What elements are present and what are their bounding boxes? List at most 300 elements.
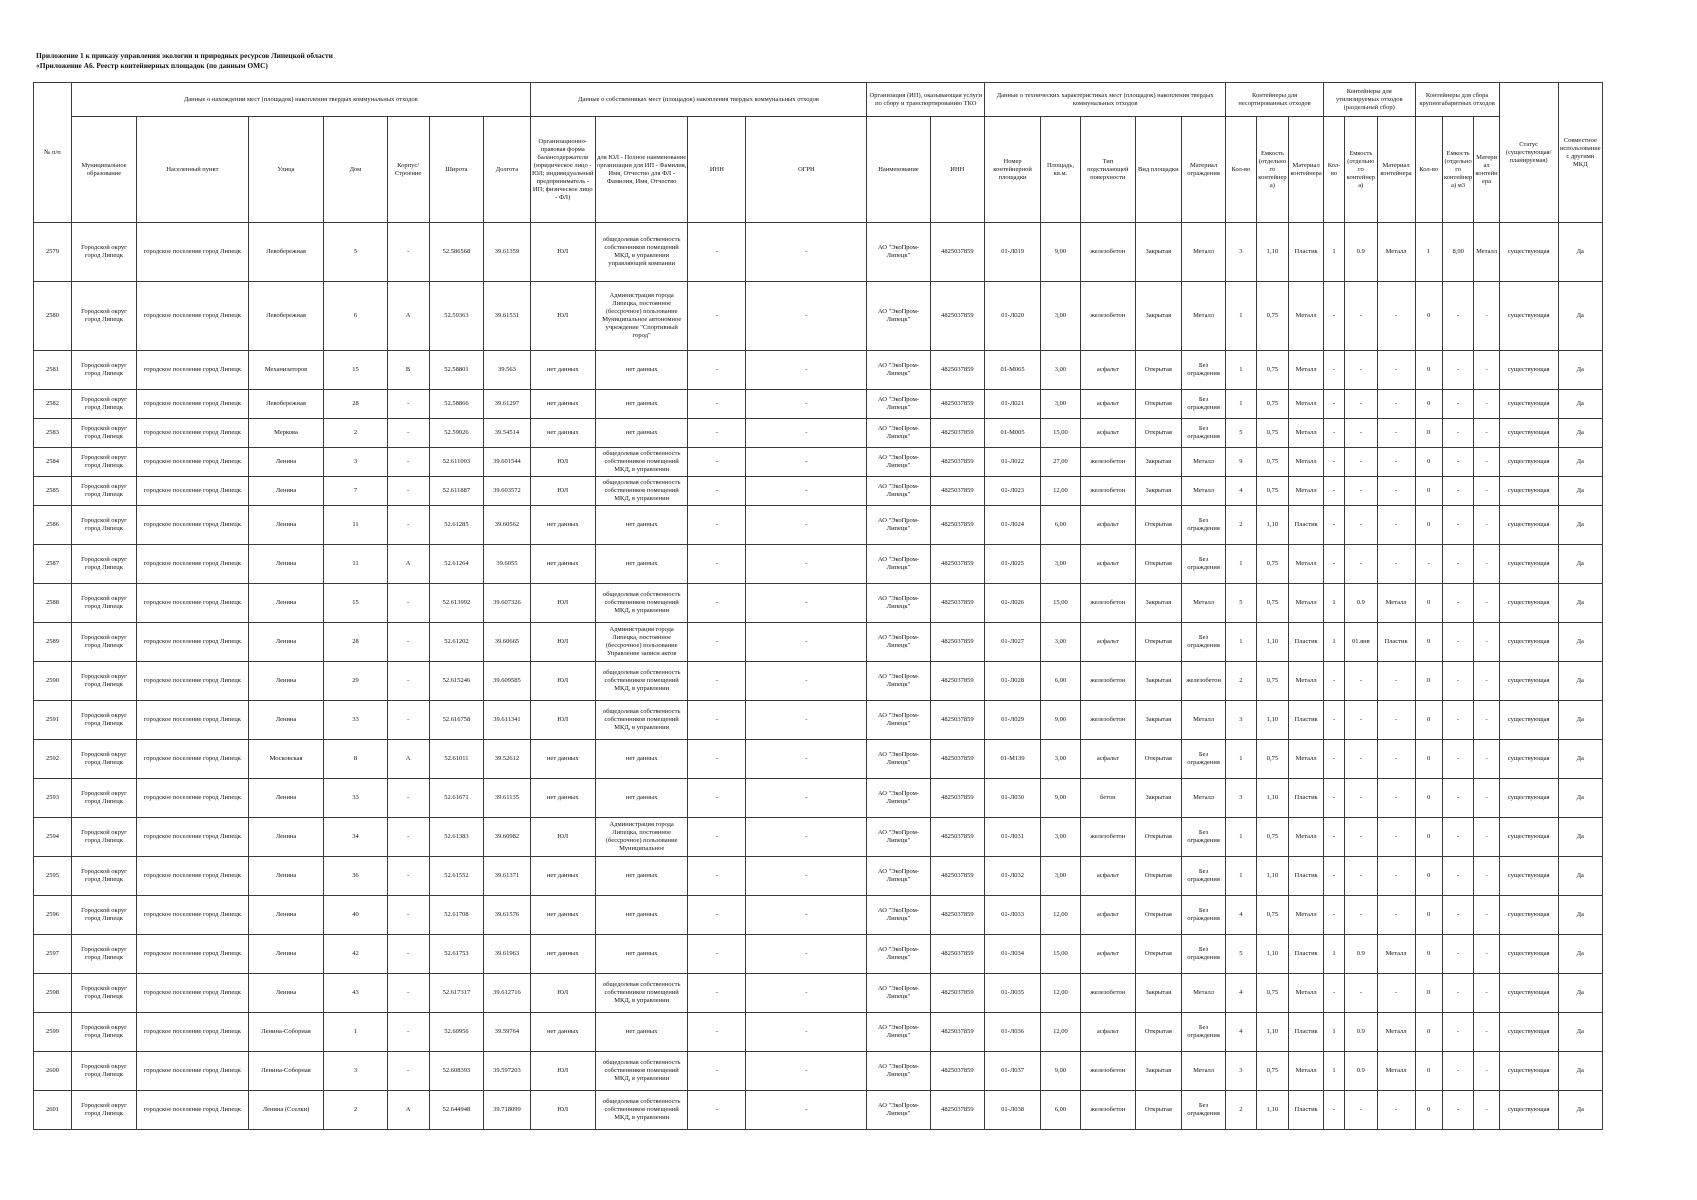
- cell-row-number: 2600: [34, 1052, 72, 1091]
- cell-status: существующая: [1499, 701, 1558, 740]
- cell-unsorted-qty: 1: [1226, 623, 1257, 662]
- cell-ogrn: -: [746, 223, 867, 282]
- cell-recyclable-material: -: [1377, 740, 1415, 779]
- cell-operator-inn: 4825037859: [930, 282, 985, 351]
- cell-house: 43: [324, 974, 387, 1013]
- cell-longitude: 39.61531: [484, 282, 530, 351]
- cell-ogrn: -: [746, 545, 867, 584]
- cell-municipality: Городской округ город Липецк: [71, 974, 136, 1013]
- cell-area: 6,00: [1040, 506, 1080, 545]
- cell-operator-name: АО "ЭкоПром-Липецк": [867, 419, 930, 448]
- cell-site-type: Закрытая: [1135, 1052, 1181, 1091]
- cell-operator-name: АО "ЭкоПром-Липецк": [867, 935, 930, 974]
- table-row: [34, 390, 1603, 419]
- cell-street: Ленина: [248, 448, 324, 477]
- cell-bulky-material: -: [1474, 1013, 1499, 1052]
- cell-longitude: 39.601544: [484, 448, 530, 477]
- cell-street: Московская: [248, 740, 324, 779]
- cell-ogrn: -: [746, 282, 867, 351]
- cell-latitude: 52.61671: [429, 779, 484, 818]
- cell-operator-inn: 4825037859: [930, 818, 985, 857]
- cell-recyclable-capacity: -: [1345, 818, 1378, 857]
- cell-site-number: 01-Л027: [985, 623, 1041, 662]
- cell-unsorted-material: Пластик: [1289, 506, 1324, 545]
- cell-house: 42: [324, 935, 387, 974]
- registry-rows: [34, 223, 1603, 1130]
- cell-site-number: 01-Л022: [985, 448, 1041, 477]
- cell-street: Ленина: [248, 974, 324, 1013]
- cell-surface: железобетон: [1080, 974, 1135, 1013]
- cell-unsorted-qty: 2: [1226, 662, 1257, 701]
- cell-recyclable-qty: -: [1323, 477, 1344, 506]
- cell-ogrn: -: [746, 419, 867, 448]
- cell-recyclable-capacity: -: [1345, 740, 1378, 779]
- cell-operator-name: АО "ЭкоПром-Липецк": [867, 1013, 930, 1052]
- cell-org-form: нет данных: [530, 419, 595, 448]
- cell-building: -: [387, 623, 429, 662]
- cell-recyclable-qty: -: [1323, 545, 1344, 584]
- cell-bulky-material: Металл: [1474, 223, 1499, 282]
- cell-house: 28: [324, 623, 387, 662]
- cell-bulky-qty: 0: [1415, 701, 1442, 740]
- cell-bulky-material: -: [1474, 477, 1499, 506]
- cell-shared-use: Да: [1558, 390, 1602, 419]
- cell-site-number: 01-Л026: [985, 584, 1041, 623]
- cell-operator-name: АО "ЭкоПром-Липецк": [867, 740, 930, 779]
- cell-bulky-capacity: -: [1442, 1091, 1474, 1130]
- cell-operator-inn: 4825037859: [930, 545, 985, 584]
- header-group-bulky: Контейнеры для сбора крупногабаритных отходов: [1415, 83, 1499, 117]
- cell-owner-name: [595, 1091, 688, 1130]
- cell-org-form: ЮЛ: [530, 282, 595, 351]
- cell-inn: -: [688, 282, 746, 351]
- cell-area: 12,00: [1040, 477, 1080, 506]
- cell-ogrn: -: [746, 974, 867, 1013]
- cell-unsorted-capacity: 0,75: [1256, 390, 1289, 419]
- cell-org-form: нет данных: [530, 740, 595, 779]
- cell-house: 15: [324, 351, 387, 390]
- cell-status: существующая: [1499, 740, 1558, 779]
- cell-shared-use: Да: [1558, 818, 1602, 857]
- cell-recyclable-qty: -: [1323, 351, 1344, 390]
- cell-settlement: городское поселение город Липецк: [137, 623, 249, 662]
- cell-unsorted-material: Пластик: [1289, 935, 1324, 974]
- cell-bulky-capacity: 8,00: [1442, 223, 1474, 282]
- cell-fence: Без ограждения: [1181, 896, 1225, 935]
- cell-site-number: 01-Л025: [985, 545, 1041, 584]
- cell-recyclable-material: -: [1377, 818, 1415, 857]
- cell-owner-text: общедолевая собственность собственников помещений МКД, в управлении: [602, 669, 681, 692]
- cell-area: 15,00: [1040, 419, 1080, 448]
- cell-bulky-material: -: [1474, 282, 1499, 351]
- cell-municipality: Городской округ город Липецк: [71, 282, 136, 351]
- cell-fence: Без ограждения: [1181, 419, 1225, 448]
- cell-status: существующая: [1499, 448, 1558, 477]
- cell-site-number: 01-Л030: [985, 779, 1041, 818]
- table-row: [34, 623, 1603, 662]
- cell-owner-name: [595, 419, 688, 448]
- cell-unsorted-qty: 1: [1226, 740, 1257, 779]
- cell-row-number: 2592: [34, 740, 72, 779]
- cell-operator-inn: 4825037859: [930, 1013, 985, 1052]
- cell-bulky-material: -: [1474, 896, 1499, 935]
- cell-inn: -: [688, 896, 746, 935]
- col-recyclable-qty: Кол-во: [1323, 117, 1344, 223]
- col-recyclable-material: Материал контейнера: [1377, 117, 1415, 223]
- cell-org-form: ЮЛ: [530, 1052, 595, 1091]
- cell-org-form: нет данных: [530, 857, 595, 896]
- cell-settlement: городское поселение город Липецк: [137, 419, 249, 448]
- cell-site-type: Открытая: [1135, 623, 1181, 662]
- cell-ogrn: -: [746, 351, 867, 390]
- cell-unsorted-qty: 1: [1226, 390, 1257, 419]
- cell-settlement: городское поселение город Липецк: [137, 1091, 249, 1130]
- col-municipality: Муниципальное образование: [71, 117, 136, 223]
- cell-operator-inn: 4825037859: [930, 623, 985, 662]
- cell-org-form: нет данных: [530, 351, 595, 390]
- cell-building: -: [387, 1052, 429, 1091]
- cell-owner-name: [595, 857, 688, 896]
- cell-unsorted-capacity: 0,75: [1256, 545, 1289, 584]
- cell-house: 1: [324, 1013, 387, 1052]
- cell-site-number: 01-Л034: [985, 935, 1041, 974]
- cell-recyclable-material: -: [1377, 779, 1415, 818]
- cell-surface: асфальт: [1080, 390, 1135, 419]
- cell-recyclable-qty: -: [1323, 448, 1344, 477]
- cell-recyclable-material: -: [1377, 857, 1415, 896]
- cell-area: 3,00: [1040, 282, 1080, 351]
- cell-surface: железобетон: [1080, 282, 1135, 351]
- document-title-line-2: «Приложение А6. Реестр контейнерных площадок (по данным ОМС): [36, 61, 268, 70]
- col-building: Корпус/Строение: [387, 117, 429, 223]
- table-row: [34, 1013, 1603, 1052]
- cell-operator-inn: 4825037859: [930, 448, 985, 477]
- cell-site-type: Открытая: [1135, 506, 1181, 545]
- cell-latitude: 52.60956: [429, 1013, 484, 1052]
- cell-bulky-capacity: -: [1442, 779, 1474, 818]
- cell-longitude: 39.6055: [484, 545, 530, 584]
- cell-recyclable-qty: 1: [1323, 1013, 1344, 1052]
- cell-owner-text: нет данных: [625, 872, 658, 879]
- cell-operator-name: АО "ЭкоПром-Липецк": [867, 779, 930, 818]
- cell-shared-use: Да: [1558, 584, 1602, 623]
- cell-fence: железобетон: [1181, 662, 1225, 701]
- cell-bulky-material: -: [1474, 701, 1499, 740]
- cell-surface: бетон: [1080, 779, 1135, 818]
- cell-fence: Без ограждения: [1181, 545, 1225, 584]
- cell-settlement: городское поселение город Липецк: [137, 584, 249, 623]
- col-operator-name: Наименование: [867, 117, 930, 223]
- cell-longitude: 39.61135: [484, 779, 530, 818]
- cell-recyclable-capacity: 0.9: [1345, 935, 1378, 974]
- cell-building: -: [387, 662, 429, 701]
- cell-recyclable-capacity: -: [1345, 974, 1378, 1013]
- cell-org-form: нет данных: [530, 506, 595, 545]
- cell-status: существующая: [1499, 477, 1558, 506]
- cell-site-type: Открытая: [1135, 390, 1181, 419]
- cell-operator-inn: 4825037859: [930, 1091, 985, 1130]
- cell-bulky-capacity: -: [1442, 545, 1474, 584]
- cell-longitude: 39.563: [484, 351, 530, 390]
- cell-building: В: [387, 351, 429, 390]
- cell-unsorted-capacity: 1,10: [1256, 506, 1289, 545]
- cell-unsorted-capacity: 1,10: [1256, 701, 1289, 740]
- cell-settlement: городское поселение город Липецк: [137, 779, 249, 818]
- cell-house: 33: [324, 779, 387, 818]
- cell-shared-use: Да: [1558, 282, 1602, 351]
- col-owner-name: для ЮЛ - Полное наименование организации для ИП - Фамилия, Имя, Отчество для ФЛ - Фамилия, Имя, Отчество: [595, 117, 688, 223]
- col-operator-inn: ИНН: [930, 117, 985, 223]
- cell-fence: Металл: [1181, 974, 1225, 1013]
- cell-building: -: [387, 896, 429, 935]
- cell-longitude: 39.60982: [484, 818, 530, 857]
- cell-longitude: 39.61297: [484, 390, 530, 419]
- cell-recyclable-qty: -: [1323, 896, 1344, 935]
- cell-row-number: 2586: [34, 506, 72, 545]
- cell-operator-name: АО "ЭкоПром-Липецк": [867, 584, 930, 623]
- cell-inn: -: [688, 935, 746, 974]
- cell-longitude: 39.52612: [484, 740, 530, 779]
- cell-unsorted-material: Пластик: [1289, 623, 1324, 662]
- cell-area: 3,00: [1040, 818, 1080, 857]
- cell-row-number: 2580: [34, 282, 72, 351]
- cell-surface: железобетон: [1080, 1052, 1135, 1091]
- cell-bulky-qty: 0: [1415, 584, 1442, 623]
- cell-bulky-material: -: [1474, 351, 1499, 390]
- cell-unsorted-qty: 4: [1226, 974, 1257, 1013]
- cell-inn: -: [688, 701, 746, 740]
- cell-unsorted-qty: 2: [1226, 1091, 1257, 1130]
- cell-row-number: 2587: [34, 545, 72, 584]
- cell-bulky-material: -: [1474, 779, 1499, 818]
- cell-status: существующая: [1499, 935, 1558, 974]
- cell-operator-inn: 4825037859: [930, 477, 985, 506]
- cell-longitude: 39.54514: [484, 419, 530, 448]
- cell-fence: Металл: [1181, 584, 1225, 623]
- cell-status: существующая: [1499, 818, 1558, 857]
- cell-municipality: Городской округ город Липецк: [71, 779, 136, 818]
- table-row: [34, 1052, 1603, 1091]
- cell-shared-use: Да: [1558, 935, 1602, 974]
- cell-unsorted-qty: 1: [1226, 818, 1257, 857]
- cell-status: существующая: [1499, 857, 1558, 896]
- cell-row-number: 2596: [34, 896, 72, 935]
- cell-unsorted-material: Металл: [1289, 282, 1324, 351]
- cell-recyclable-qty: -: [1323, 506, 1344, 545]
- cell-bulky-qty: 0: [1415, 974, 1442, 1013]
- cell-owner-text: общедолевая собственность собственников помещений МКД, в управлении: [602, 981, 681, 1004]
- cell-settlement: городское поселение город Липецк: [137, 223, 249, 282]
- cell-settlement: городское поселение город Липецк: [137, 1013, 249, 1052]
- cell-settlement: городское поселение город Липецк: [137, 974, 249, 1013]
- cell-site-type: Открытая: [1135, 740, 1181, 779]
- cell-recyclable-capacity: 01.янв: [1345, 623, 1378, 662]
- cell-unsorted-capacity: 1,10: [1256, 223, 1289, 282]
- header-column-row: [34, 117, 1603, 223]
- cell-status: существующая: [1499, 545, 1558, 584]
- cell-unsorted-capacity: 1,10: [1256, 857, 1289, 896]
- cell-settlement: городское поселение город Липецк: [137, 740, 249, 779]
- cell-unsorted-capacity: 1,10: [1256, 1013, 1289, 1052]
- cell-unsorted-capacity: 0,75: [1256, 740, 1289, 779]
- cell-surface: асфальт: [1080, 623, 1135, 662]
- cell-operator-name: АО "ЭкоПром-Липецк": [867, 477, 930, 506]
- cell-bulky-capacity: -: [1442, 282, 1474, 351]
- cell-status: существующая: [1499, 419, 1558, 448]
- cell-latitude: 52.61753: [429, 935, 484, 974]
- cell-operator-inn: 4825037859: [930, 584, 985, 623]
- cell-bulky-qty: 0: [1415, 740, 1442, 779]
- cell-site-number: 01-М065: [985, 351, 1041, 390]
- cell-area: 12,00: [1040, 896, 1080, 935]
- cell-status: существующая: [1499, 1052, 1558, 1091]
- cell-operator-inn: 4825037859: [930, 223, 985, 282]
- cell-operator-inn: 4825037859: [930, 935, 985, 974]
- cell-area: 9,00: [1040, 779, 1080, 818]
- cell-bulky-material: -: [1474, 506, 1499, 545]
- cell-ogrn: -: [746, 477, 867, 506]
- cell-recyclable-capacity: 0.9: [1345, 1052, 1378, 1091]
- cell-street: Ленина: [248, 506, 324, 545]
- cell-recyclable-material: Металл: [1377, 584, 1415, 623]
- cell-unsorted-material: Металл: [1289, 419, 1324, 448]
- cell-building: А: [387, 1091, 429, 1130]
- table-row: [34, 1091, 1603, 1130]
- cell-owner-name: [595, 662, 688, 701]
- cell-owner-text: общедолевая собственность собственников помещений МКД, в управлении управляющей компании: [602, 236, 681, 267]
- cell-unsorted-capacity: 0,75: [1256, 1052, 1289, 1091]
- table-row: [34, 419, 1603, 448]
- cell-unsorted-capacity: 0,75: [1256, 419, 1289, 448]
- cell-unsorted-material: Пластик: [1289, 779, 1324, 818]
- cell-site-number: 01-Л036: [985, 1013, 1041, 1052]
- cell-owner-text: нет данных: [625, 366, 658, 373]
- cell-unsorted-capacity: 1,10: [1256, 779, 1289, 818]
- cell-site-type: Открытая: [1135, 419, 1181, 448]
- cell-bulky-material: -: [1474, 818, 1499, 857]
- cell-recyclable-capacity: -: [1345, 351, 1378, 390]
- cell-recyclable-capacity: 0.9: [1345, 1013, 1378, 1052]
- cell-unsorted-capacity: 0,75: [1256, 282, 1289, 351]
- cell-surface: железобетон: [1080, 223, 1135, 282]
- cell-status: существующая: [1499, 282, 1558, 351]
- cell-inn: -: [688, 1091, 746, 1130]
- cell-bulky-capacity: -: [1442, 1013, 1474, 1052]
- cell-settlement: городское поселение город Липецк: [137, 282, 249, 351]
- cell-operator-inn: 4825037859: [930, 974, 985, 1013]
- table-row: [34, 818, 1603, 857]
- cell-inn: -: [688, 623, 746, 662]
- cell-house: 28: [324, 390, 387, 419]
- cell-recyclable-qty: -: [1323, 701, 1344, 740]
- table-row: [34, 282, 1603, 351]
- cell-street: Меркова: [248, 419, 324, 448]
- cell-municipality: Городской округ город Липецк: [71, 223, 136, 282]
- cell-recyclable-material: Металл: [1377, 223, 1415, 282]
- cell-unsorted-capacity: 0,75: [1256, 818, 1289, 857]
- cell-unsorted-capacity: 0,75: [1256, 662, 1289, 701]
- cell-unsorted-qty: 3: [1226, 701, 1257, 740]
- cell-org-form: нет данных: [530, 1013, 595, 1052]
- cell-bulky-capacity: -: [1442, 935, 1474, 974]
- cell-unsorted-qty: 1: [1226, 545, 1257, 584]
- cell-bulky-qty: 0: [1415, 1052, 1442, 1091]
- cell-operator-inn: 4825037859: [930, 419, 985, 448]
- cell-building: -: [387, 584, 429, 623]
- cell-longitude: 39.60562: [484, 506, 530, 545]
- cell-longitude: 39.603572: [484, 477, 530, 506]
- cell-operator-name: АО "ЭкоПром-Липецк": [867, 1091, 930, 1130]
- cell-recyclable-qty: -: [1323, 662, 1344, 701]
- cell-unsorted-material: Металл: [1289, 740, 1324, 779]
- cell-inn: -: [688, 1052, 746, 1091]
- cell-house: 7: [324, 477, 387, 506]
- cell-owner-name: [595, 779, 688, 818]
- cell-settlement: городское поселение город Липецк: [137, 477, 249, 506]
- cell-street: Ленина: [248, 623, 324, 662]
- cell-shared-use: Да: [1558, 448, 1602, 477]
- cell-bulky-capacity: -: [1442, 506, 1474, 545]
- cell-owner-text: нет данных: [625, 911, 658, 918]
- cell-recyclable-material: -: [1377, 545, 1415, 584]
- cell-shared-use: Да: [1558, 419, 1602, 448]
- cell-shared-use: Да: [1558, 623, 1602, 662]
- col-org-form: Организационно-правовая форма балансодержателя (юридическое лицо - ЮЛ; индивидуальный предприниматель - ИП; физическое лицо - ФЛ): [530, 117, 595, 223]
- cell-unsorted-qty: 1: [1226, 857, 1257, 896]
- cell-operator-inn: 4825037859: [930, 1052, 985, 1091]
- cell-owner-text: нет данных: [625, 1028, 658, 1035]
- cell-shared-use: Да: [1558, 477, 1602, 506]
- cell-owner-name: [595, 223, 688, 282]
- cell-unsorted-material: Металл: [1289, 662, 1324, 701]
- cell-operator-inn: 4825037859: [930, 390, 985, 419]
- cell-bulky-qty: 0: [1415, 1091, 1442, 1130]
- cell-bulky-qty: 0: [1415, 662, 1442, 701]
- cell-bulky-qty: 0: [1415, 818, 1442, 857]
- cell-fence: Без ограждения: [1181, 623, 1225, 662]
- cell-municipality: Городской округ город Липецк: [71, 448, 136, 477]
- cell-recyclable-material: -: [1377, 974, 1415, 1013]
- cell-bulky-capacity: -: [1442, 1052, 1474, 1091]
- cell-municipality: Городской округ город Липецк: [71, 477, 136, 506]
- cell-bulky-capacity: -: [1442, 857, 1474, 896]
- cell-site-type: Закрытая: [1135, 223, 1181, 282]
- cell-shared-use: Да: [1558, 857, 1602, 896]
- document-title-line-1: Приложение 1 к приказу управления экологии и природных ресурсов Липецкой области: [36, 51, 333, 60]
- cell-unsorted-qty: 1: [1226, 282, 1257, 351]
- cell-ogrn: -: [746, 740, 867, 779]
- cell-latitude: 52.644948: [429, 1091, 484, 1130]
- cell-unsorted-qty: 5: [1226, 419, 1257, 448]
- cell-inn: -: [688, 857, 746, 896]
- cell-bulky-capacity: -: [1442, 390, 1474, 419]
- cell-recyclable-material: -: [1377, 282, 1415, 351]
- cell-site-number: 01-Л037: [985, 1052, 1041, 1091]
- document-header: [36, 51, 333, 71]
- cell-recyclable-material: Пластик: [1377, 623, 1415, 662]
- cell-status: существующая: [1499, 623, 1558, 662]
- cell-site-number: 01-Л021: [985, 390, 1041, 419]
- cell-bulky-material: -: [1474, 662, 1499, 701]
- col-street: Улица: [248, 117, 324, 223]
- cell-unsorted-capacity: 0,75: [1256, 584, 1289, 623]
- col-inn: ИНН: [688, 117, 746, 223]
- cell-fence: Без ограждения: [1181, 506, 1225, 545]
- cell-surface: железобетон: [1080, 584, 1135, 623]
- cell-operator-name: АО "ЭкоПром-Липецк": [867, 351, 930, 390]
- cell-site-type: Открытая: [1135, 1013, 1181, 1052]
- cell-operator-name: АО "ЭкоПром-Липецк": [867, 857, 930, 896]
